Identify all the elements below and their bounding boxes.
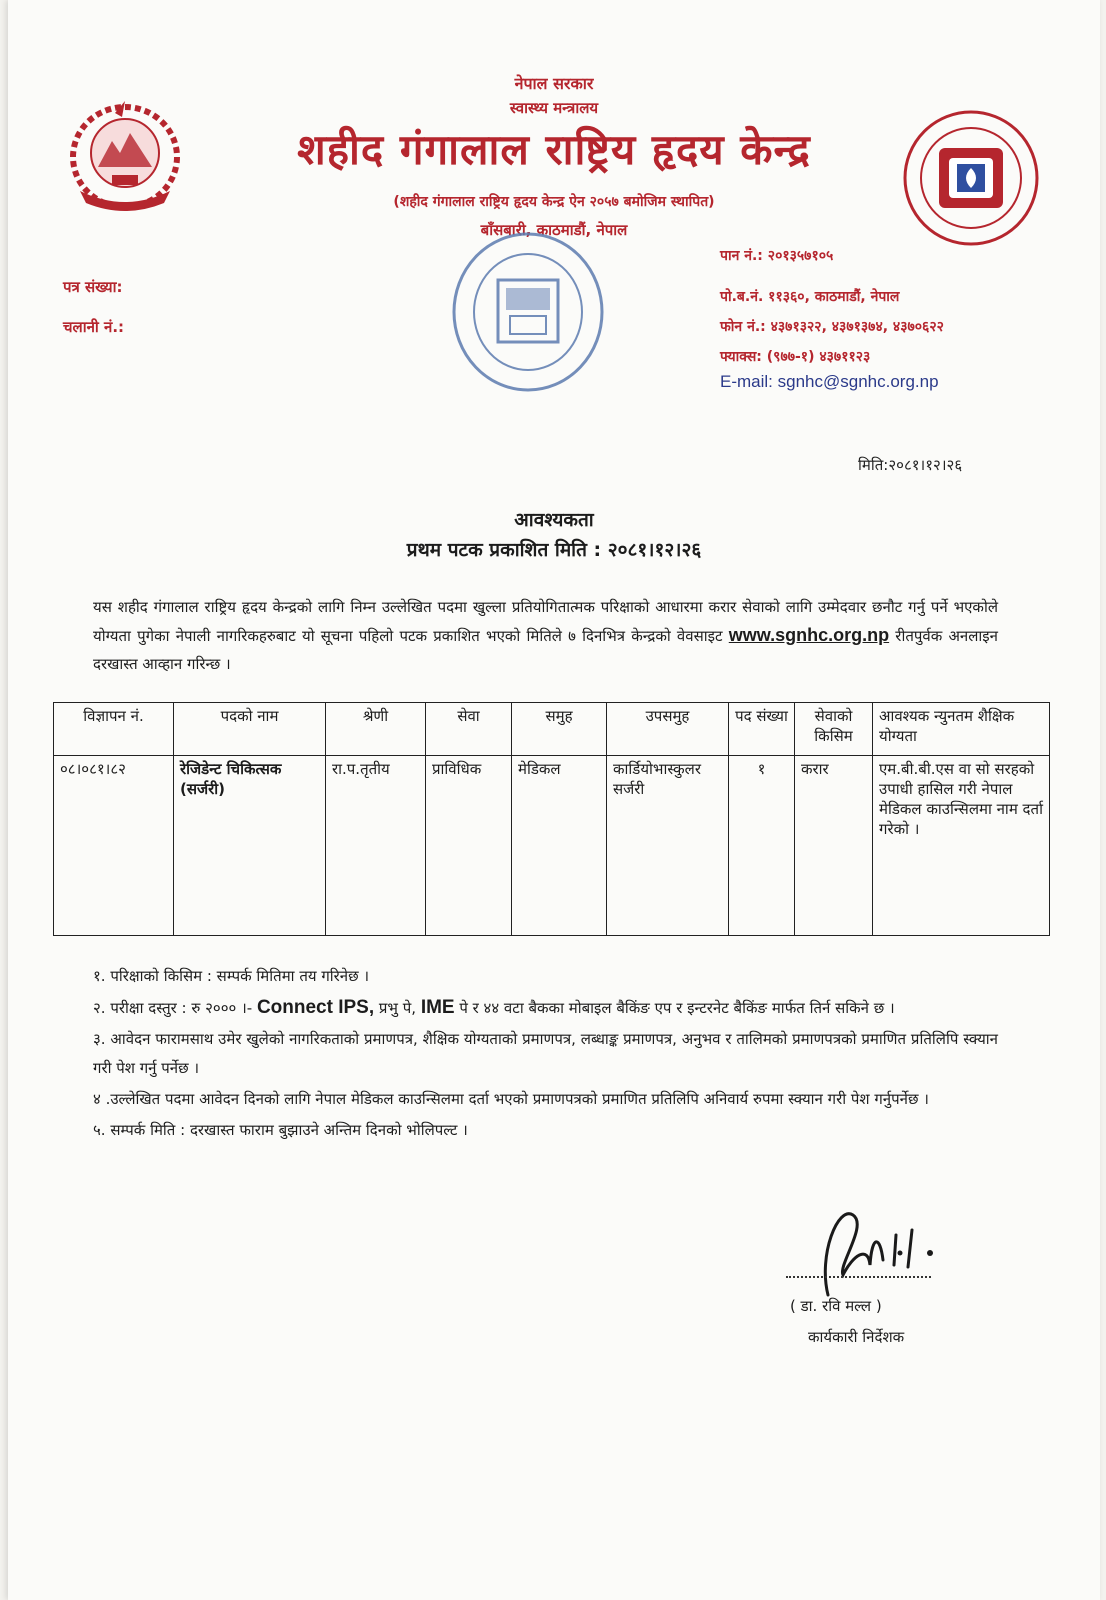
notice-intro — [93, 593, 998, 678]
cell-group: मेडिकल — [512, 756, 607, 936]
institution-logo-icon — [901, 108, 1041, 248]
fax-number: फ्याक्स: (९७७-१) ४३७११२३ — [720, 349, 871, 365]
signatory-name: ( डा. रवि मल्ल ) — [790, 1297, 882, 1315]
prabhu-pay-text: प्रभु पे, — [374, 999, 421, 1017]
header-service-type: सेवाको किसिम — [795, 703, 873, 756]
email-address: E-mail: sgnhc@sgnhc.org.np — [720, 372, 939, 391]
header-service: सेवा — [426, 703, 512, 756]
connect-ips-text: Connect IPS, — [256, 997, 375, 1018]
cell-subgroup: कार्डियोभास्कुलर सर्जरी — [607, 756, 729, 936]
notice-heading: आवश्यकता — [514, 509, 594, 531]
cell-positions: १ — [729, 756, 795, 936]
institution-title: शहीद गंगालाल राष्ट्रिय हृदय केन्द्र — [297, 125, 811, 174]
note-exam-fee — [93, 993, 998, 1023]
cell-service: प्राविधिक — [426, 756, 512, 936]
letter-ref-label: पत्र संख्या: — [63, 278, 123, 296]
letter-page — [8, 0, 1100, 1600]
cell-qualification: एम.बी.बी.एस वा सो सरहको उपाधी हासिल गरी नेपाल मेडिकल काउन्सिलमा नाम दर्ता गरेको । — [873, 756, 1050, 936]
header-qualification: आवश्यक न्युनतम शैक्षिक योग्यता — [873, 703, 1050, 756]
cell-post-name: रेजिडेन्ट चिकित्सक (सर्जरी) — [174, 756, 326, 936]
header-post-name: पदको नाम — [174, 703, 326, 756]
pan-number: पान नं.: २०१३५७१०५ — [720, 248, 834, 264]
establishment-note: (शहीद गंगालाल राष्ट्रिय हृदय केन्द्र ऐन २०५७ बमोजिम स्थापित) — [393, 194, 715, 210]
phone-numbers: फोन नं.: ४३७१३२२, ४३७१३७४, ४३७०६२२ — [720, 319, 944, 335]
note-exam-type: १. परिक्षाको किसिम : सम्पर्क मितिमा तय गरिनेछ । — [93, 967, 370, 985]
government-name: नेपाल सरकार — [514, 74, 594, 93]
intro-text-start: यस शहीद गंगालाल राष्ट्रिय हृदय केन्द्रको लागि निम्न उल्लेखित पदमा खुल्ला प्रतियोगितात्मक परिक्षाको आधारमा करार सेवाको लागि उम्मेदवार छनौट गर्नु पर्ने भएकोले योग्यता पुगेका नेपाली नागरिकहरुबाट यो सूचना पहिलो पटक प्रकाशित भएको मितिले ७ दिनभित्र केन्द्रको वेवसाइट — [93, 598, 998, 645]
header-level: श्रेणी — [326, 703, 426, 756]
table-header-row — [54, 703, 1050, 756]
header-group: समुह — [512, 703, 607, 756]
ministry-name: स्वास्थ्य मन्त्रालय — [509, 99, 599, 117]
cell-ad-no: ०८।०८१।८२ — [54, 756, 174, 936]
letter-date: मिति:२०८१।१२।२६ — [858, 456, 963, 474]
cell-level: रा.प.तृतीय — [326, 756, 426, 936]
po-box: पो.ब.नं. ११३६०, काठमाडौं, नेपाल — [720, 289, 900, 305]
note-council-certificate: ४ .उल्लेखित पदमा आवेदन दिनको लागि नेपाल मेडिकल काउन्सिलमा दर्ता भएको प्रमाणपत्रको प्रमाणित प्रतिलिपि अनिवार्य रुपमा स्क्यान गरी पेश गर्नुपर्नेछ । — [93, 1090, 929, 1108]
ime-text: IME — [420, 997, 455, 1018]
office-stamp-icon — [448, 230, 608, 395]
header-subgroup: उपसमुह — [607, 703, 729, 756]
banking-text: पे र ४४ वटा बैकका मोबाइल बैकिंङ एप र इन्टरनेट बैकिंङ मार्फत तिर्न सकिने छ । — [454, 999, 895, 1017]
note-documents: ३. आवेदन फारामसाथ उमेर खुलेको नागरिकताको प्रमाणपत्र, शैक्षिक योग्यताको प्रमाणपत्र, लब्धाङ्क प्रमाणपत्र, अनुभव र तालिमको प्रमाणपत्रको प्रमाणित प्रतिलिपि स्क्यान गरी पेश गर्नु पर्नेछ । — [93, 1030, 998, 1077]
signature-line — [786, 1276, 931, 1278]
notes-list — [93, 962, 998, 1147]
cell-service-type: करार — [795, 756, 873, 936]
website-link[interactable]: www.sgnhc.org.np — [728, 625, 890, 645]
intro-text-end: रीतपुर्वक अनलाइन दरखास्त आव्हान गरिन्छ । — [93, 627, 998, 673]
note-contact-date: ५. सम्पर्क मिति : दरखास्त फाराम बुझाउने अन्तिम दिनको भोलिपल्ट । — [93, 1121, 468, 1139]
signature-icon — [808, 1195, 958, 1305]
institution-address: बाँसबारी, काठमाडौं, नेपाल — [480, 221, 628, 239]
header-positions: पद संख्या — [729, 703, 795, 756]
vacancy-table — [53, 702, 1050, 936]
table-row — [54, 756, 1050, 936]
notice-subheading: प्रथम पटक प्रकाशित मिति : २०८१।१२।२६ — [406, 539, 702, 561]
fee-text: २. परीक्षा दस्तुर : रु २००० ।- — [93, 999, 257, 1017]
header-ad-no: विज्ञापन नं. — [54, 703, 174, 756]
signatory-title: कार्यकारी निर्देशक — [808, 1328, 905, 1346]
dispatch-no-label: चलानी नं.: — [63, 318, 125, 336]
